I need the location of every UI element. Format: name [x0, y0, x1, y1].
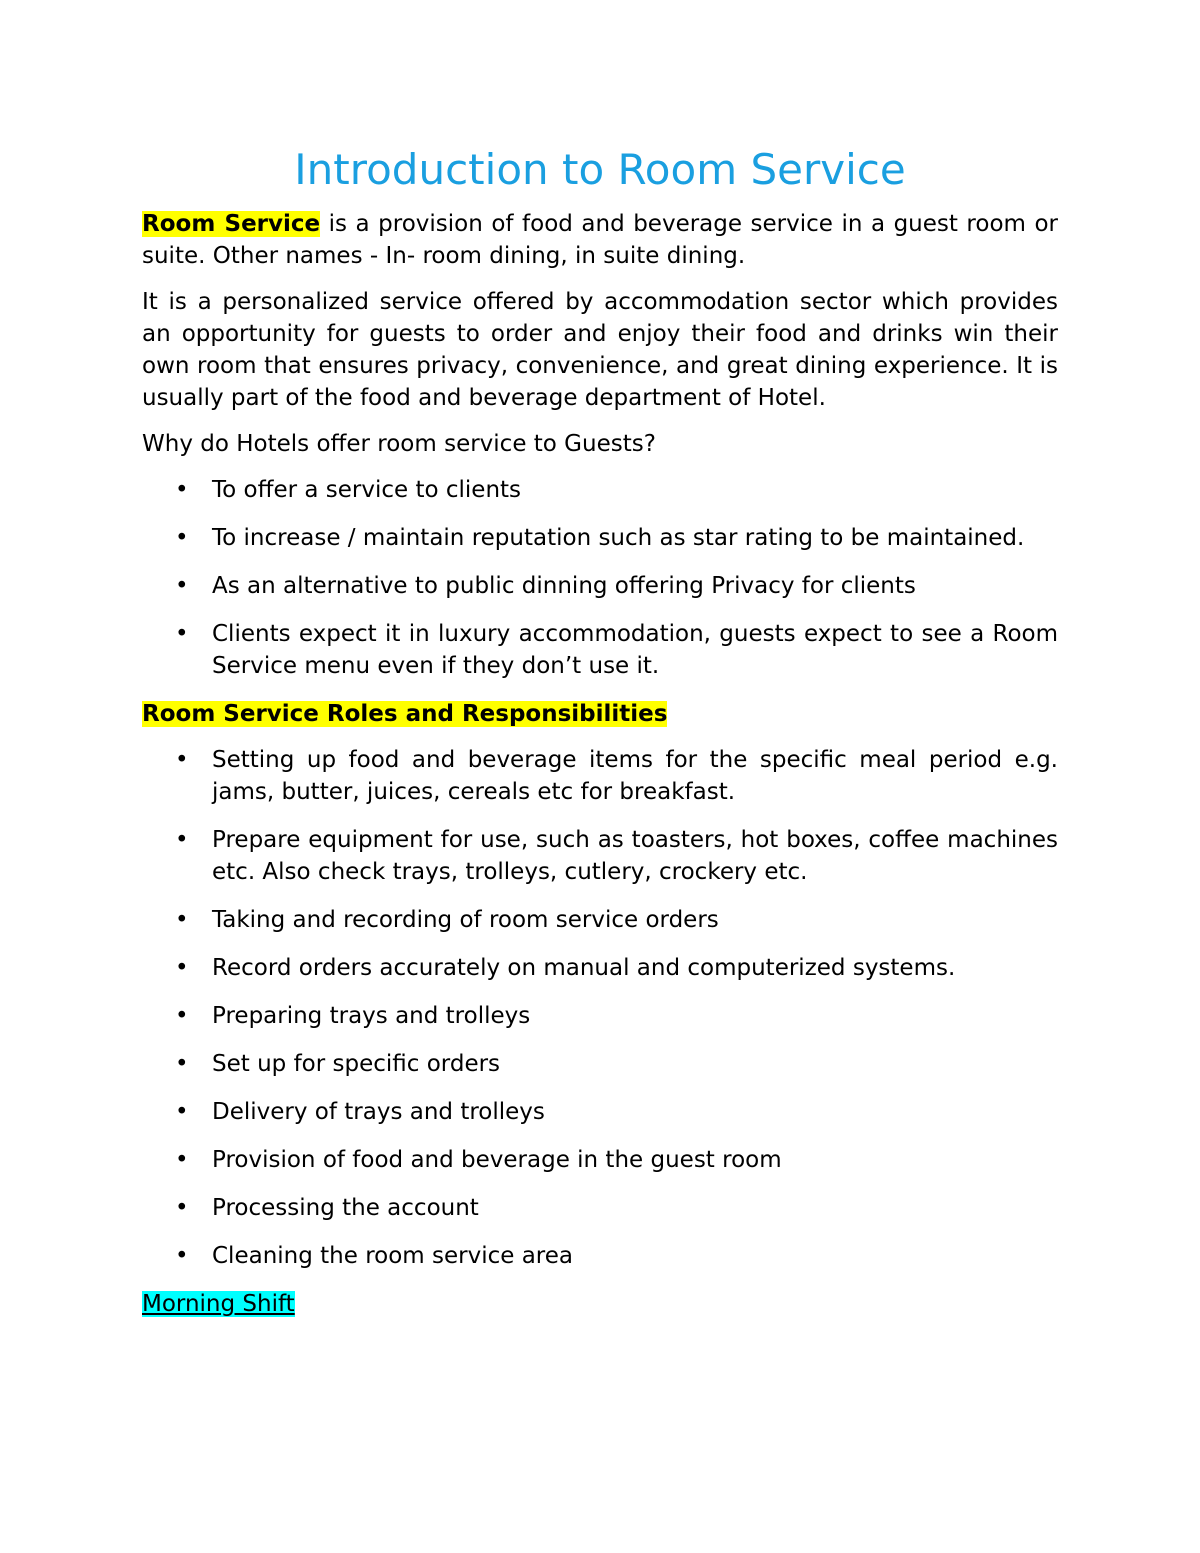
morning-shift-heading: Morning Shift: [142, 1291, 295, 1317]
list-item: • Taking and recording of room service orders: [142, 904, 1058, 936]
document-title: Introduction to Room Service: [294, 145, 906, 194]
bullet-icon: •: [175, 525, 189, 551]
room-service-term: Room Service: [142, 211, 321, 237]
list-item: • Provision of food and beverage in the guest room: [142, 1144, 1058, 1176]
why-list: [142, 474, 1058, 682]
bullet-icon: •: [175, 1195, 189, 1221]
list-item: • Set up for specific orders: [142, 1048, 1058, 1080]
roles-heading-line: [142, 698, 1058, 730]
bullet-icon: •: [175, 621, 189, 647]
bullet-icon: •: [175, 477, 189, 503]
why-question: Why do Hotels offer room service to Guests?: [142, 431, 656, 457]
bullet-icon: •: [175, 907, 189, 933]
list-item: • Setting up food and beverage items for the specific meal period e.g. jams, butter, juices, cereals etc for breakfast.: [142, 744, 1058, 808]
bullet-icon: •: [175, 1051, 189, 1077]
bullet-icon: •: [175, 1003, 189, 1029]
bullet-icon: •: [175, 827, 189, 853]
list-item: • Processing the account: [142, 1192, 1058, 1224]
bullet-icon: •: [175, 1147, 189, 1173]
intro-paragraph: [142, 208, 1058, 272]
list-item: • Clients expect it in luxury accommodation, guests expect to see a Room Service menu even if they don’t use it.: [142, 618, 1058, 682]
list-item: • Delivery of trays and trolleys: [142, 1096, 1058, 1128]
bullet-icon: •: [175, 955, 189, 981]
document-page: [142, 140, 1058, 1334]
list-item: • Cleaning the room service area: [142, 1240, 1058, 1272]
list-item: • To offer a service to clients: [142, 474, 1058, 506]
roles-heading: Room Service Roles and Responsibilities: [142, 701, 668, 727]
list-item: • To increase / maintain reputation such as star rating to be maintained.: [142, 522, 1058, 554]
morning-heading-line: [142, 1288, 1058, 1320]
list-item: • Preparing trays and trolleys: [142, 1000, 1058, 1032]
roles-list: [142, 744, 1058, 1272]
bullet-icon: •: [175, 747, 189, 773]
bullet-icon: •: [175, 573, 189, 599]
bullet-icon: •: [175, 1243, 189, 1269]
bullet-icon: •: [175, 1099, 189, 1125]
list-item: • Record orders accurately on manual and computerized systems.: [142, 952, 1058, 984]
list-item: • As an alternative to public dinning offering Privacy for clients: [142, 570, 1058, 602]
intro-text: is a provision of food and beverage service in a guest room or suite. Other names - In- room dining, in suite dining.: [142, 211, 1058, 269]
description-paragraph: It is a personalized service offered by accommodation sector which provides an opportunity for guests to order and enjoy their food and drinks win their own room that ensures privacy, convenience, and great dining experience. It is usually part of the food and beverage department of Hotel.: [142, 289, 1058, 411]
list-item: • Prepare equipment for use, such as toasters, hot boxes, coffee machines etc. Also check trays, trolleys, cutlery, crockery etc.: [142, 824, 1058, 888]
